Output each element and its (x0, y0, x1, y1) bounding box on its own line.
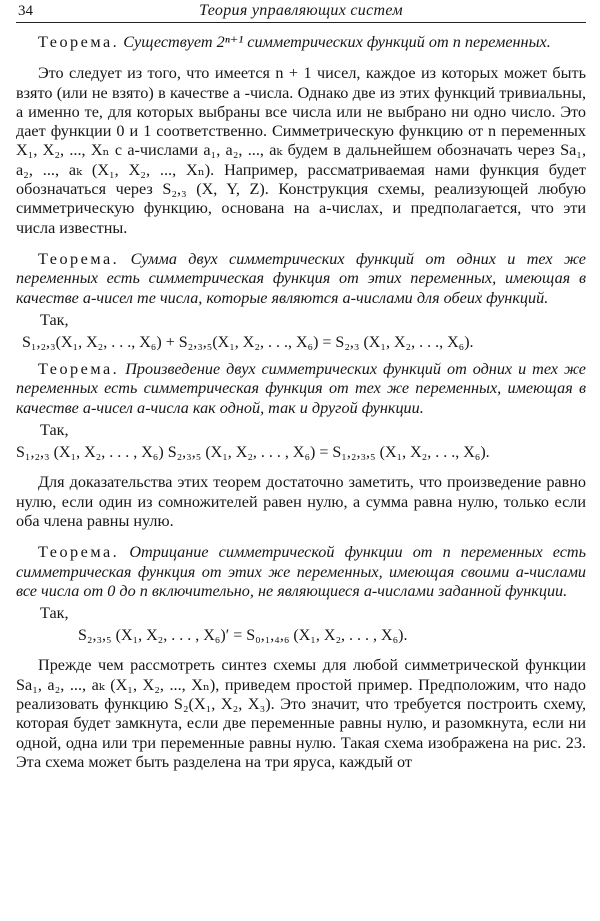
theorem-1-lead: Теорема. (38, 33, 120, 51)
paragraph-3: Прежде чем рассмотреть синтез схемы для любой симметрической функции Sa₁, a₂, ..., aₖ (X₁, X₂, ..., Xₙ), приведем простой пример. Предположим, что надо реализовать функцию S₂(X₁, X₂, X₃). Это значит, что требуется построить схему, которая будет замкнута, если две переменные равны нулю, и разомкнута, если ни одной, одна или три переменные равны нулю. Такая схема изображена на рис. 23. Эта схема может быть разделена на три яруса, каждый от (16, 656, 586, 771)
theorem-4 (16, 543, 586, 601)
paragraph-1: Это следует из того, что имеется n + 1 чисел, каждое из которых может быть взято (или не взято) в качестве a -числа. Однако две из этих функций тривиальны, а именно те, для которых выбраны все числа или не выбрано ни одно число. Это дает функции 0 и 1 соответственно. Симметрическую функцию от n переменных X₁, X₂, ..., Xₙ с a-числами a₁, a₂, ..., aₖ будем в дальнейшем обозначать через Sa₁, a₂, ..., aₖ (X₁, X₂, ..., Xₙ). Например, рассматриваемая нами функция будет обозначаться через S₂,₃ (X, Y, Z). Конструкция схемы, реализующей любую симметрическую функцию, основана на a-числах, и предполагается, что эти числа известны. (16, 64, 586, 237)
paragraph-2: Для доказательства этих теорем достаточно заметить, что произведение равно нулю, если один из сомножителей равен нулю, а сумма равна нулю, только если оба члена равны нулю. (16, 473, 586, 530)
theorem-2 (16, 250, 586, 308)
theorem-4-text: Отрицание симметрической функции от n переменных есть симметрическая функция от этих же переменных, имеющая своими a-числами все числа от 0 до n включительно, не являющиеся a-числами заданной функции. (16, 543, 586, 600)
tak-2: Так, (40, 421, 69, 440)
theorem-4-lead: Теорема. (38, 543, 120, 562)
page-number: 34 (18, 3, 33, 19)
running-title: Теория управляющих систем (199, 2, 403, 19)
theorem-1 (16, 33, 586, 52)
formula-3: S₂,₃,₅ (X₁, X₂, . . . , X₆)′ = S₀,₁,₄,₆ (X₁, X₂, . . . , X₆). (78, 627, 408, 645)
theorem-2-text: Сумма двух симметрических функций от одних и тех же переменных есть симметрическая функция от этих переменных, имеющая в качестве a-чисел те числа, которые являются a-числами для обеих функций. (16, 249, 586, 307)
formula-1: S₁,₂,₃(X₁, X₂, . . ., X₆) + S₂,₃,₅(X₁, X₂, . . ., X₆) = S₂,₃ (X₁, X₂, . . ., X₆). (22, 334, 474, 352)
theorem-3 (16, 360, 586, 418)
theorem-2-lead: Теорема. (38, 249, 120, 268)
theorem-3-lead: Теорема. (38, 360, 120, 379)
theorem-1-text: Существует 2ⁿ⁺¹ симметрических функций от n переменных. (123, 33, 551, 51)
running-header (16, 0, 586, 23)
formula-2: S₁,₂,₃ (X₁, X₂, . . . , X₆) S₂,₃,₅ (X₁, X₂, . . . , X₆) = S₁,₂,₃,₅ (X₁, X₂, . . ., X₆). (16, 444, 490, 462)
theorem-3-text: Произведение двух симметрических функций от одних и тех же переменных есть симметрическая функция от тех же переменных, имеющая в качестве a-чисел a-числа как одной, так и другой функции. (16, 360, 586, 417)
tak-3: Так, (40, 604, 69, 623)
tak-1: Так, (40, 310, 69, 329)
